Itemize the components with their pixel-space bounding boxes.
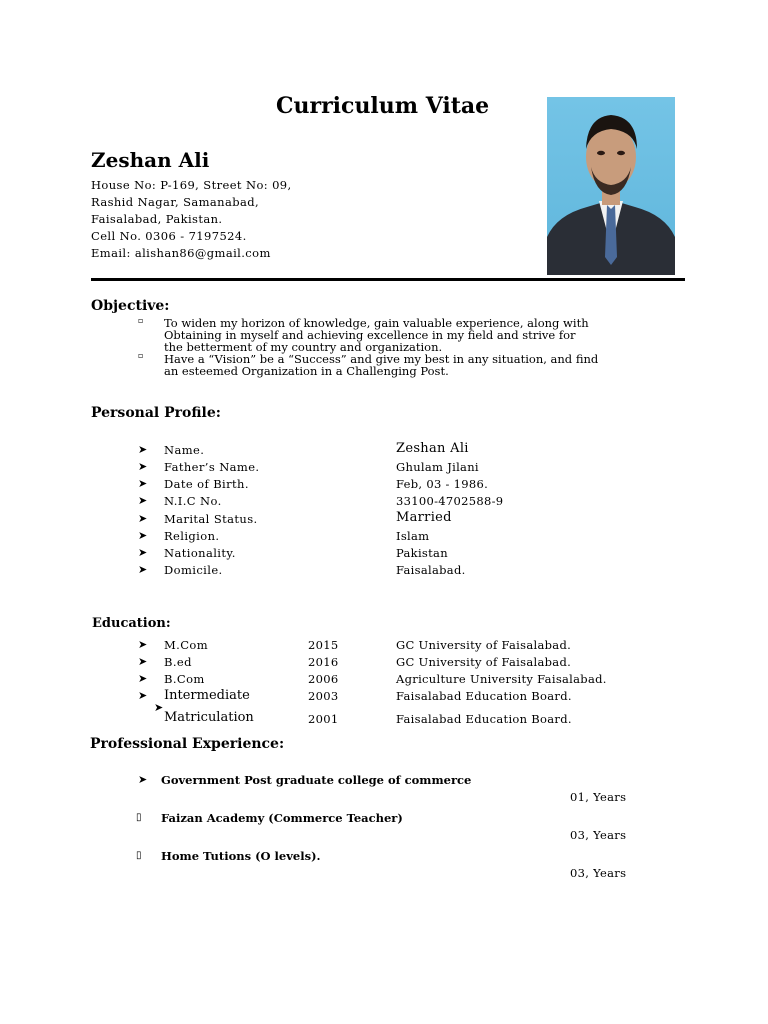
education-degree: Intermediate (164, 688, 250, 703)
profile-label-nationality: Nationality. (164, 546, 236, 560)
arrow-bullet-icon: ➤ (138, 563, 148, 576)
objective-heading: Objective: (91, 298, 170, 314)
education-institute: Agriculture University Faisalabad. (396, 672, 607, 686)
page-title: Curriculum Vitae (276, 93, 490, 119)
address-line-2: Rashid Nagar, Samanabad, (91, 195, 260, 209)
experience-duration: 03, Years (570, 828, 627, 842)
profile-label-name: Name. (164, 443, 205, 457)
arrow-bullet-icon: ➤ (138, 546, 148, 559)
profile-label-religion: Religion. (164, 529, 220, 543)
education-year: 2016 (308, 655, 339, 669)
objective-item-1-line-3: the betterment of my country and organization. (164, 340, 443, 354)
arrow-bullet-icon: ➤ (154, 701, 164, 714)
profile-label-dob: Date of Birth. (164, 477, 249, 491)
experience-title: Faizan Academy (Commerce Teacher) (161, 811, 403, 825)
profile-value-dob: Feb, 03 - 1986. (396, 477, 489, 491)
person-portrait-icon (547, 97, 675, 275)
arrow-bullet-icon: ➤ (138, 638, 148, 651)
arrow-bullet-icon: ➤ (138, 773, 148, 786)
profile-label-nic: N.I.C No. (164, 494, 222, 508)
profile-value-name: Zeshan Ali (396, 441, 469, 456)
arrow-bullet-icon: ➤ (138, 477, 148, 490)
profile-value-father: Ghulam Jilani (396, 460, 479, 474)
profile-label-marital: Marital Status. (164, 512, 258, 526)
arrow-bullet-icon: ➤ (138, 512, 148, 525)
email-address: Email: alishan86@gmail.com (91, 246, 271, 260)
education-institute: Faisalabad Education Board. (396, 712, 572, 726)
education-year: 2003 (308, 689, 339, 703)
arrow-bullet-icon: ➤ (138, 672, 148, 685)
education-degree: B.Com (164, 672, 205, 686)
education-institute: GC University of Faisalabad. (396, 638, 572, 652)
profile-value-nic: 33100-4702588-9 (396, 494, 504, 508)
arrow-bullet-icon: ➤ (138, 494, 148, 507)
education-degree: M.Com (164, 638, 209, 652)
education-year: 2015 (308, 638, 339, 652)
candidate-name: Zeshan Ali (91, 148, 210, 172)
arrow-bullet-icon: ➤ (138, 443, 148, 456)
experience-title: Home Tutions (O levels). (161, 849, 321, 863)
experience-duration: 03, Years (570, 866, 627, 880)
missing-glyph-box-icon: ▯ (136, 850, 142, 861)
education-degree: Matriculation (164, 710, 254, 725)
arrow-bullet-icon: ➤ (138, 460, 148, 473)
objective-item-2-line-1: Have a “Vision” be a “Success” and give my best in any situation, and find (164, 352, 599, 366)
profile-photo (547, 97, 675, 275)
experience-title: Government Post graduate college of commerce (161, 773, 472, 787)
objective-item-1-line-2: Obtaining in myself and achieving excellence in my field and strive for (164, 328, 576, 342)
profile-label-domicile: Domicile. (164, 563, 223, 577)
arrow-bullet-icon: ➤ (138, 529, 148, 542)
objective-item-1-line-1: To widen my horizon of knowledge, gain valuable experience, along with (164, 316, 589, 330)
education-year: 2001 (308, 712, 339, 726)
arrow-bullet-icon: ➤ (138, 655, 148, 668)
address-line-1: House No: P-169, Street No: 09, (91, 178, 292, 192)
education-degree: B.ed (164, 655, 192, 669)
phone-number: Cell No. 0306 - 7197524. (91, 229, 247, 243)
arrow-bullet-icon: ➤ (138, 689, 148, 702)
education-institute: Faisalabad Education Board. (396, 689, 572, 703)
profile-value-domicile: Faisalabad. (396, 563, 466, 577)
experience-heading: Professional Experience: (90, 736, 285, 752)
missing-glyph-box-icon: ▯ (136, 812, 142, 823)
education-year: 2006 (308, 672, 339, 686)
education-heading: Education: (92, 616, 171, 631)
square-bullet-icon: ▫ (138, 351, 144, 360)
objective-item-2-line-2: an esteemed Organization in a Challenging Post. (164, 364, 449, 378)
experience-duration: 01, Years (570, 790, 627, 804)
header-divider (91, 278, 685, 281)
education-institute: GC University of Faisalabad. (396, 655, 572, 669)
profile-value-religion: Islam (396, 529, 430, 543)
profile-value-nationality: Pakistan (396, 546, 448, 560)
address-line-3: Faisalabad, Pakistan. (91, 212, 223, 226)
profile-label-father: Father’s Name. (164, 460, 260, 474)
square-bullet-icon: ▫ (138, 316, 144, 325)
profile-value-marital: Married (396, 510, 452, 525)
personal-profile-heading: Personal Profile: (91, 405, 221, 421)
